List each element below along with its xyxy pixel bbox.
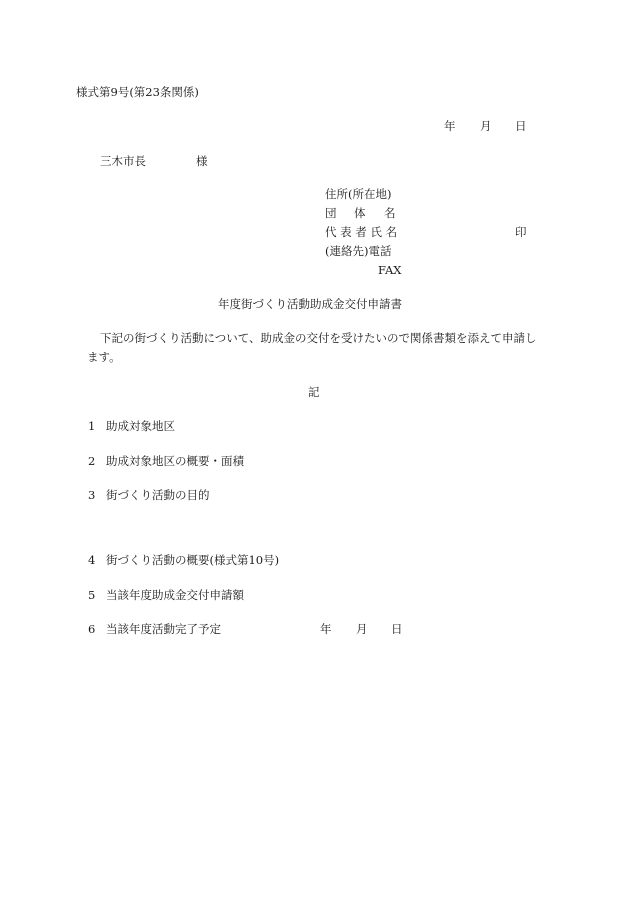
- addressee-honorific: 様: [196, 154, 208, 168]
- item-label: 当該年度助成金交付申請額: [106, 588, 244, 602]
- fax-label: FAX: [378, 263, 402, 277]
- seal-mark: 印: [515, 225, 527, 239]
- addressee-name: 三木市長: [100, 154, 146, 168]
- item-label: 街づくり活動の目的: [106, 488, 210, 502]
- form-number: 様式第9号(第23条関係): [76, 85, 199, 99]
- org-label-char-3: 名: [384, 206, 396, 220]
- completion-day-label: 日: [391, 622, 403, 636]
- date-month-label: 月: [480, 119, 492, 133]
- address-label: 住所(所在地): [325, 187, 392, 201]
- org-label-char-2: 体: [354, 206, 366, 220]
- phone-label: (連絡先)電話: [325, 244, 392, 258]
- completion-year-label: 年: [320, 622, 332, 636]
- completion-month-label: 月: [356, 622, 368, 636]
- item-number: 4: [88, 553, 96, 567]
- item-label: 助成対象地区の概要・面積: [106, 454, 244, 468]
- org-label-char-1: 団: [325, 206, 337, 220]
- item-label: 街づくり活動の概要(様式第10号): [106, 553, 280, 567]
- item-number: 5: [88, 588, 96, 602]
- item-label: 当該年度活動完了予定: [106, 622, 221, 636]
- date-year-label: 年: [444, 119, 456, 133]
- item-number: 3: [88, 488, 96, 502]
- item-number: 2: [88, 454, 96, 468]
- item-number: 1: [88, 419, 96, 433]
- body-line-2: ます。: [87, 350, 121, 364]
- item-label: 助成対象地区: [106, 419, 175, 433]
- item-number: 6: [88, 622, 96, 636]
- representative-label: 代 表 者 氏 名: [325, 225, 398, 239]
- body-line-1: 下記の街づくり活動について、助成金の交付を受けたいので関係書類を添えて申請し: [100, 331, 537, 345]
- document-title: 年度街づくり活動助成金交付申請書: [218, 297, 402, 311]
- date-day-label: 日: [515, 119, 527, 133]
- ki-heading: 記: [308, 385, 320, 399]
